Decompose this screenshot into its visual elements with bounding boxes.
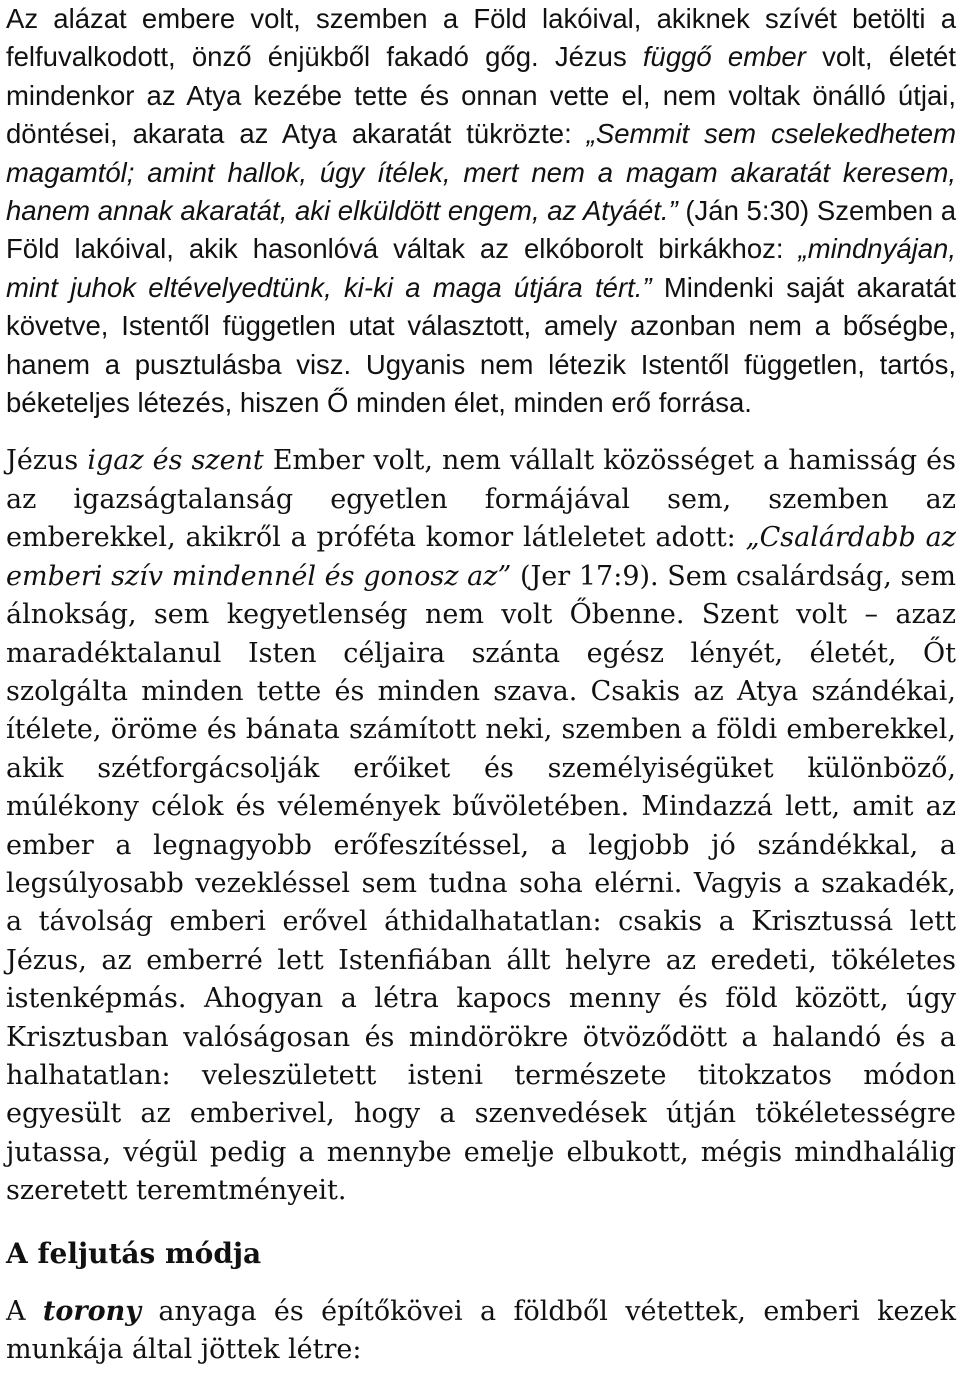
paragraph-humility bbox=[6, 0, 956, 422]
paragraph-holiness bbox=[6, 442, 956, 1210]
paragraph-tower bbox=[6, 1293, 956, 1370]
text-run: Ember volt, nem vállalt közösséget a hamisság és az igazságtalanság egyetlen formájával sem, szemben az emberekkel, akikről a próféta komor látleletet adott: bbox=[6, 445, 957, 554]
section-heading: A feljutás módja bbox=[6, 1236, 262, 1270]
scripture-quote: „mindnyájan, mint juhok eltévelyedtünk, ki-ki a maga útjára tért.” bbox=[6, 233, 956, 303]
text-run: volt, életét mindenkor az Atya kezébe tette és onnan vette el, nem voltak önálló útjai, döntései, akarata az Atya akaratát tükrözte: bbox=[6, 41, 956, 150]
text-run: anyaga és építőkövei a földből vétettek, emberi kezek munkája által jöttek létre: bbox=[6, 1296, 956, 1366]
text-run: A bbox=[6, 1296, 43, 1327]
italic-phrase: igaz és szent bbox=[87, 445, 264, 477]
bold-italic-word: torony bbox=[42, 1296, 141, 1327]
text-run: Az alázat embere volt, szemben a Föld lakóival, akiknek szívét betölti a felfuvalkodott, önző énjükből fakadó gőg. Jézus bbox=[6, 3, 956, 73]
text-run: Mindenki saját akaratát követve, Istentől független utat választott, amely azonban nem a bőségbe, hanem a pusztulásba visz. Ugyanis nem létezik Istentől független, tartós, béketeljes létezés, hiszen Ő minden élet, minden erő forrása. bbox=[6, 271, 956, 419]
text-run: Jézus bbox=[6, 445, 88, 477]
document-page bbox=[6, 0, 956, 1370]
scripture-quote: „Csalárdabb az emberi szív mindennél és gonosz az” bbox=[6, 522, 957, 592]
scripture-quote: „Semmit sem cselekedhetem magamtól; amint hallok, úgy ítélek, mert nem a magam akaratát keresem, hanem annak akaratát, aki elküldött engem, az Atyáét.” bbox=[6, 118, 956, 227]
text-run: (Jer 17:9). Sem csalárdság, sem álnokság, sem kegyetlenség nem volt Őbenne. Szent volt – azaz maradéktalanul Isten céljaira szánta egész lényét, életét, Őt szolgálta minden tette és minden szava. Csakis az Atya szándékai, ítélete, öröme és bánata számított neki, szemben a földi emberekkel, akik szétforgácsolják erőiket és személyiségüket különböző, múlékony célok és vélemények bűvöletében. Mindazzá lett, amit az ember a legnagyobb erőfeszítéssel, a legjobb jó szándékkal, a legsúlyosabb vezekléssel sem tudna soha elérni. Vagyis a szakadék, a távolság emberi erővel áthidalhatatlan: csakis a Krisztussá lett Jézus, az emberré lett Istenfiában állt helyre az eredeti, tökéletes istenképmás. Ahogyan a létra kapocs menny és föld között, úgy Krisztusban valóságosan és mindörökre ötvöződött a halandó és a halhatatlan: veleszületett isteni természete titokzatos módon egyesült az emberivel, hogy a szenvedések útján tökéletességre jutassa, végül pedig a mennybe emelje elbukott, mégis mindhalálig szeretett teremtményeit. bbox=[6, 560, 956, 1207]
text-run: (Ján 5:30) Szemben a Föld lakóival, akik hasonlóvá váltak az elkóborolt birkákhoz: bbox=[6, 195, 956, 265]
italic-phrase: függő ember bbox=[642, 41, 806, 73]
